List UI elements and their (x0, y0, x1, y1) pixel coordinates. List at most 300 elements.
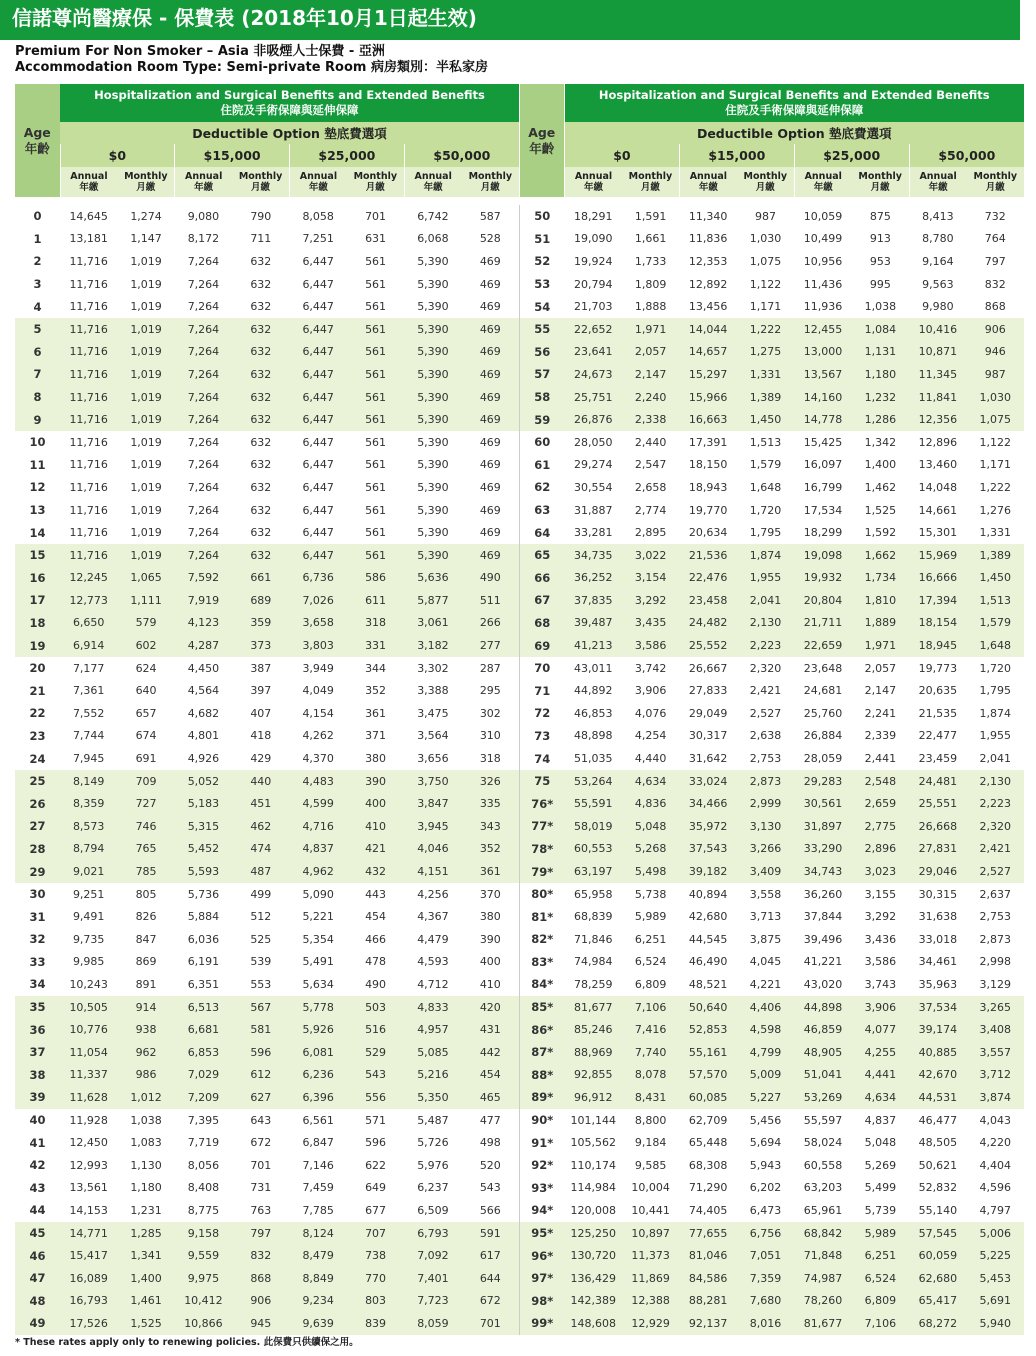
annual-premium-cell: 12,896 (909, 431, 966, 454)
row-age: 22 (15, 702, 60, 725)
annual-premium-cell: 6,351 (175, 973, 232, 996)
row-age: 96* (520, 1244, 565, 1267)
annual-premium-cell: 8,573 (60, 815, 117, 838)
table-row (520, 1290, 1025, 1313)
table-row (520, 657, 1025, 680)
monthly-premium-cell: 318 (462, 747, 519, 770)
monthly-premium-cell: 2,057 (622, 341, 679, 364)
annual-premium-cell: 10,871 (909, 341, 966, 364)
annual-premium-cell: 11,337 (60, 1064, 117, 1087)
monthly-premium-cell: 1,733 (622, 250, 679, 273)
annual-premium-cell: 5,390 (404, 295, 461, 318)
monthly-premium-cell: 632 (232, 250, 289, 273)
monthly-premium-cell: 790 (232, 205, 289, 228)
monthly-premium-cell: 431 (462, 1018, 519, 1041)
annual-premium-cell: 24,481 (909, 770, 966, 793)
monthly-premium-cell: 4,077 (852, 1018, 909, 1041)
monthly-premium-cell: 4,797 (967, 1199, 1024, 1222)
table-row (520, 408, 1025, 431)
monthly-premium-cell: 525 (232, 928, 289, 951)
table-row (15, 612, 519, 635)
annual-premium-cell: 7,552 (60, 702, 117, 725)
table-row (520, 567, 1025, 590)
table-row (520, 318, 1025, 341)
annual-premium-cell: 114,984 (565, 1177, 622, 1200)
annual-premium-cell: 35,972 (679, 815, 736, 838)
monthly-premium-cell: 3,557 (967, 1041, 1024, 1064)
monthly-premium-cell: 1,012 (117, 1086, 174, 1109)
row-age: 97* (520, 1267, 565, 1290)
monthly-premium-cell: 2,638 (737, 725, 794, 748)
monthly-premium-cell: 359 (232, 612, 289, 635)
monthly-premium-cell: 1,019 (117, 273, 174, 296)
monthly-premium-cell: 1,450 (737, 408, 794, 431)
monthly-premium-cell: 8,016 (737, 1312, 794, 1335)
annual-premium-cell: 41,213 (565, 634, 622, 657)
age-label-zh: 年齡 (24, 140, 50, 156)
monthly-premium-cell: 1,592 (852, 521, 909, 544)
row-age: 90* (520, 1109, 565, 1132)
monthly-premium-cell: 474 (232, 838, 289, 861)
monthly-premium-cell: 707 (347, 1222, 404, 1245)
annual-premium-cell: 25,760 (794, 702, 851, 725)
monthly-premium-cell: 2,775 (852, 815, 909, 838)
monthly-premium-cell: 1,389 (967, 544, 1024, 567)
annual-premium-cell: 4,154 (290, 702, 347, 725)
monthly-premium-cell: 2,547 (622, 454, 679, 477)
row-age: 77* (520, 815, 565, 838)
row-age: 45 (15, 1222, 60, 1245)
table-row (15, 679, 519, 702)
monthly-premium-cell: 8,800 (622, 1109, 679, 1132)
annual-premium-cell: 60,553 (565, 838, 622, 861)
annual-premium-cell: 14,661 (909, 499, 966, 522)
annual-premium-cell: 46,853 (565, 702, 622, 725)
annual-premium-cell: 5,976 (404, 1154, 461, 1177)
monthly-premium-cell: 587 (462, 205, 519, 228)
table-row (520, 702, 1025, 725)
monthly-premium-cell: 632 (232, 454, 289, 477)
monthly-premium-cell: 490 (347, 973, 404, 996)
annual-premium-cell: 8,124 (290, 1222, 347, 1245)
table-row (520, 838, 1025, 861)
monthly-premium-cell: 371 (347, 725, 404, 748)
monthly-premium-cell: 561 (347, 250, 404, 273)
annual-premium-cell: 6,068 (404, 228, 461, 251)
row-age: 21 (15, 679, 60, 702)
annual-premium-cell: 7,264 (175, 318, 232, 341)
annual-premium-cell: 58,019 (565, 815, 622, 838)
annual-premium-cell: 13,460 (909, 454, 966, 477)
table-row (15, 770, 519, 793)
annual-premium-cell: 25,552 (679, 634, 736, 657)
monthly-premium-cell: 3,292 (622, 589, 679, 612)
monthly-premium-cell: 1,579 (967, 612, 1024, 635)
monthly-premium-cell: 631 (347, 228, 404, 251)
annual-premium-cell: 11,716 (60, 521, 117, 544)
annual-premium-cell: 8,794 (60, 838, 117, 861)
monthly-premium-cell: 9,184 (622, 1131, 679, 1154)
table-row (520, 454, 1025, 477)
annual-premium-cell: 7,146 (290, 1154, 347, 1177)
monthly-premium-cell: 1,579 (737, 454, 794, 477)
annual-premium-cell: 7,026 (290, 589, 347, 612)
table-row (520, 747, 1025, 770)
monthly-premium-cell: 581 (232, 1018, 289, 1041)
annual-premium-cell: 11,836 (679, 228, 736, 251)
monthly-premium-cell: 12,929 (622, 1312, 679, 1335)
monthly-premium-cell: 1,030 (967, 386, 1024, 409)
table-row (520, 544, 1025, 567)
monthly-premium-cell: 1,450 (967, 567, 1024, 590)
annual-premium-cell: 7,092 (404, 1244, 461, 1267)
row-age: 70 (520, 657, 565, 680)
monthly-premium-cell: 566 (462, 1199, 519, 1222)
row-age: 68 (520, 612, 565, 635)
table-row (520, 431, 1025, 454)
row-age: 83* (520, 951, 565, 974)
monthly-premium-cell: 1,342 (852, 431, 909, 454)
annual-premium-cell: 16,799 (794, 476, 851, 499)
monthly-premium-cell: 5,739 (852, 1199, 909, 1222)
table-row (520, 973, 1025, 996)
monthly-premium-cell: 10,004 (622, 1177, 679, 1200)
annual-premium-cell: 4,833 (404, 996, 461, 1019)
table-row (520, 476, 1025, 499)
monthly-premium-cell: 1,030 (737, 228, 794, 251)
monthly-label-zh: 月繳 (870, 182, 890, 193)
annual-premium-cell: 13,181 (60, 228, 117, 251)
annual-premium-cell: 74,984 (565, 951, 622, 974)
monthly-premium-cell: 1,400 (117, 1267, 174, 1290)
table-row (15, 1154, 519, 1177)
row-age: 17 (15, 589, 60, 612)
monthly-premium-cell: 410 (347, 815, 404, 838)
table-row (15, 634, 519, 657)
annual-premium-cell: 6,914 (60, 634, 117, 657)
deductible-option-2: $25,000 (794, 144, 909, 167)
monthly-premium-cell: 6,809 (622, 973, 679, 996)
row-age: 79* (520, 860, 565, 883)
monthly-premium-cell: 310 (462, 725, 519, 748)
annual-premium-cell: 6,447 (290, 454, 347, 477)
monthly-premium-cell: 1,147 (117, 228, 174, 251)
monthly-premium-cell: 432 (347, 860, 404, 883)
annual-premium-cell: 5,090 (290, 883, 347, 906)
annual-premium-cell: 5,877 (404, 589, 461, 612)
table-row (520, 905, 1025, 928)
monthly-label-en: Monthly (858, 171, 902, 182)
annual-premium-cell: 17,526 (60, 1312, 117, 1335)
monthly-premium-cell: 561 (347, 273, 404, 296)
monthly-premium-cell: 561 (347, 408, 404, 431)
table-row (520, 228, 1025, 251)
row-age: 23 (15, 725, 60, 748)
annual-premium-cell: 6,396 (290, 1086, 347, 1109)
monthly-premium-cell: 1,111 (117, 589, 174, 612)
monthly-premium-cell: 875 (852, 205, 909, 228)
table-row (15, 1018, 519, 1041)
monthly-premium-cell: 2,440 (622, 431, 679, 454)
annual-premium-cell: 19,924 (565, 250, 622, 273)
annual-premium-cell: 13,456 (679, 295, 736, 318)
deductible-option-3: $50,000 (909, 144, 1024, 167)
annual-premium-cell: 4,479 (404, 928, 461, 951)
monthly-premium-cell: 1,065 (117, 567, 174, 590)
monthly-premium-cell: 1,971 (852, 634, 909, 657)
table-row (520, 341, 1025, 364)
row-age: 11 (15, 454, 60, 477)
monthly-premium-cell: 487 (232, 860, 289, 883)
monthly-premium-cell: 567 (232, 996, 289, 1019)
annual-premium-cell: 65,958 (565, 883, 622, 906)
annual-premium-cell: 4,712 (404, 973, 461, 996)
monthly-header (462, 167, 519, 197)
monthly-premium-cell: 520 (462, 1154, 519, 1177)
annual-premium-cell: 7,264 (175, 250, 232, 273)
annual-premium-cell: 88,281 (679, 1290, 736, 1313)
annual-premium-cell: 6,513 (175, 996, 232, 1019)
annual-premium-cell: 14,778 (794, 408, 851, 431)
age-header (15, 84, 60, 197)
monthly-premium-cell: 390 (462, 928, 519, 951)
annual-premium-cell: 13,561 (60, 1177, 117, 1200)
monthly-premium-cell: 672 (462, 1290, 519, 1313)
monthly-premium-cell: 2,147 (852, 679, 909, 702)
annual-premium-cell: 6,509 (404, 1199, 461, 1222)
row-age: 75 (520, 770, 565, 793)
monthly-premium-cell: 1,525 (117, 1312, 174, 1335)
row-age: 18 (15, 612, 60, 635)
annual-premium-cell: 6,847 (290, 1131, 347, 1154)
subtitle-room-type: Accommodation Room Type: Semi-private Room 病房類別：半私家房 (15, 60, 488, 75)
table-row (520, 1267, 1025, 1290)
monthly-premium-cell: 3,155 (852, 883, 909, 906)
monthly-premium-cell: 7,106 (622, 996, 679, 1019)
annual-premium-cell: 12,353 (679, 250, 736, 273)
monthly-premium-cell: 763 (232, 1199, 289, 1222)
annual-premium-cell: 11,436 (794, 273, 851, 296)
table-row (15, 476, 519, 499)
monthly-premium-cell: 1,019 (117, 521, 174, 544)
row-age: 86* (520, 1018, 565, 1041)
monthly-premium-cell: 5,048 (622, 815, 679, 838)
annual-premium-cell: 14,645 (60, 205, 117, 228)
annual-premium-cell: 11,716 (60, 250, 117, 273)
annual-premium-cell: 4,564 (175, 679, 232, 702)
monthly-premium-cell: 1,019 (117, 295, 174, 318)
annual-premium-cell: 84,586 (679, 1267, 736, 1290)
annual-premium-cell: 46,490 (679, 951, 736, 974)
annual-premium-cell: 6,853 (175, 1041, 232, 1064)
monthly-premium-cell: 397 (232, 679, 289, 702)
monthly-premium-cell: 839 (347, 1312, 404, 1335)
monthly-premium-cell: 803 (347, 1290, 404, 1313)
annual-premium-cell: 5,726 (404, 1131, 461, 1154)
annual-premium-cell: 48,898 (565, 725, 622, 748)
monthly-label-en: Monthly (973, 171, 1018, 182)
monthly-premium-cell: 1,513 (967, 589, 1024, 612)
annual-premium-cell: 5,390 (404, 318, 461, 341)
annual-premium-cell: 74,987 (794, 1267, 851, 1290)
table-row (15, 702, 519, 725)
monthly-premium-cell: 797 (232, 1222, 289, 1245)
annual-premium-cell: 7,264 (175, 408, 232, 431)
table-row (520, 250, 1025, 273)
annual-premium-cell: 5,216 (404, 1064, 461, 1087)
annual-premium-cell: 16,089 (60, 1267, 117, 1290)
annual-premium-cell: 6,237 (404, 1177, 461, 1200)
table-row (15, 499, 519, 522)
monthly-premium-cell: 1,232 (852, 386, 909, 409)
annual-premium-cell: 71,846 (565, 928, 622, 951)
monthly-premium-cell: 1,131 (852, 341, 909, 364)
monthly-premium-cell: 7,051 (737, 1244, 794, 1267)
monthly-premium-cell: 2,873 (737, 770, 794, 793)
monthly-premium-cell: 987 (737, 205, 794, 228)
annual-premium-cell: 11,716 (60, 295, 117, 318)
monthly-premium-cell: 5,498 (622, 860, 679, 883)
table-row (15, 1086, 519, 1109)
monthly-premium-cell: 2,659 (852, 792, 909, 815)
annual-premium-cell: 11,340 (679, 205, 736, 228)
deductible-option-2: $25,000 (290, 144, 405, 167)
monthly-premium-cell: 1,955 (737, 567, 794, 590)
annual-premium-cell: 4,450 (175, 657, 232, 680)
age-header (520, 84, 565, 197)
deductible-option-1: $15,000 (175, 144, 290, 167)
annual-premium-cell: 81,677 (794, 1312, 851, 1335)
table-row (15, 228, 519, 251)
annual-premium-cell: 11,054 (60, 1041, 117, 1064)
row-age: 27 (15, 815, 60, 838)
monthly-premium-cell: 1,222 (967, 476, 1024, 499)
monthly-premium-cell: 3,586 (622, 634, 679, 657)
annual-premium-cell: 13,567 (794, 363, 851, 386)
annual-premium-cell: 92,855 (565, 1064, 622, 1087)
annual-premium-cell: 43,011 (565, 657, 622, 680)
monthly-premium-cell: 6,756 (737, 1222, 794, 1245)
annual-premium-cell: 36,260 (794, 883, 851, 906)
deductible-option-3: $50,000 (404, 144, 519, 167)
annual-label-en: Annual (414, 171, 452, 182)
monthly-premium-cell: 335 (462, 792, 519, 815)
monthly-premium-cell: 914 (117, 996, 174, 1019)
annual-premium-cell: 5,390 (404, 544, 461, 567)
monthly-label-zh: 月繳 (755, 182, 775, 193)
monthly-premium-cell: 731 (232, 1177, 289, 1200)
monthly-premium-cell: 3,129 (967, 973, 1024, 996)
table-row (15, 1131, 519, 1154)
row-age: 56 (520, 341, 565, 364)
monthly-premium-cell: 805 (117, 883, 174, 906)
monthly-premium-cell: 632 (232, 544, 289, 567)
row-age: 13 (15, 499, 60, 522)
annual-premium-cell: 21,703 (565, 295, 622, 318)
monthly-premium-cell: 512 (232, 905, 289, 928)
annual-premium-cell: 19,773 (909, 657, 966, 680)
annual-premium-cell: 57,545 (909, 1222, 966, 1245)
annual-premium-cell: 6,191 (175, 951, 232, 974)
footnote: * These rates apply only to renewing policies. 此保費只供續保之用。 (15, 1337, 359, 1348)
monthly-premium-cell: 1,331 (967, 521, 1024, 544)
monthly-label-zh: 月繳 (480, 182, 500, 193)
annual-premium-cell: 5,354 (290, 928, 347, 951)
annual-premium-cell: 4,256 (404, 883, 461, 906)
annual-premium-cell: 10,416 (909, 318, 966, 341)
annual-premium-cell: 37,835 (565, 589, 622, 612)
annual-premium-cell: 9,080 (175, 205, 232, 228)
table-row (15, 1222, 519, 1245)
monthly-premium-cell: 302 (462, 702, 519, 725)
monthly-premium-cell: 701 (462, 1312, 519, 1335)
monthly-premium-cell: 5,225 (967, 1244, 1024, 1267)
monthly-label-en: Monthly (124, 171, 168, 182)
annual-premium-cell: 8,849 (290, 1267, 347, 1290)
monthly-premium-cell: 443 (347, 883, 404, 906)
annual-premium-cell: 5,452 (175, 838, 232, 861)
annual-premium-cell: 21,711 (794, 612, 851, 635)
monthly-premium-cell: 3,712 (967, 1064, 1024, 1087)
table-row (15, 431, 519, 454)
monthly-premium-cell: 5,691 (967, 1290, 1024, 1313)
annual-premium-cell: 11,716 (60, 386, 117, 409)
monthly-premium-cell: 3,154 (622, 567, 679, 590)
table-row (520, 883, 1025, 906)
row-age: 29 (15, 860, 60, 883)
monthly-premium-cell: 1,400 (852, 454, 909, 477)
monthly-premium-cell: 622 (347, 1154, 404, 1177)
annual-premium-cell: 5,390 (404, 499, 461, 522)
monthly-premium-cell: 571 (347, 1109, 404, 1132)
annual-premium-cell: 16,793 (60, 1290, 117, 1313)
annual-premium-cell: 12,450 (60, 1131, 117, 1154)
monthly-premium-cell: 6,202 (737, 1177, 794, 1200)
monthly-premium-cell: 8,431 (622, 1086, 679, 1109)
annual-premium-cell: 7,251 (290, 228, 347, 251)
monthly-premium-cell: 561 (347, 386, 404, 409)
monthly-premium-cell: 1,720 (737, 499, 794, 522)
annual-premium-cell: 7,723 (404, 1290, 461, 1313)
table-row (15, 1199, 519, 1222)
annual-premium-cell: 5,052 (175, 770, 232, 793)
table-row (520, 1109, 1025, 1132)
row-age: 40 (15, 1109, 60, 1132)
monthly-premium-cell: 657 (117, 702, 174, 725)
annual-premium-cell: 15,301 (909, 521, 966, 544)
monthly-premium-cell: 5,499 (852, 1177, 909, 1200)
annual-premium-cell: 9,251 (60, 883, 117, 906)
monthly-premium-cell: 5,227 (737, 1086, 794, 1109)
monthly-premium-cell: 469 (462, 544, 519, 567)
annual-header (565, 167, 622, 197)
monthly-premium-cell: 3,408 (967, 1018, 1024, 1041)
annual-premium-cell: 5,390 (404, 476, 461, 499)
annual-premium-cell: 53,264 (565, 770, 622, 793)
annual-premium-cell: 7,209 (175, 1086, 232, 1109)
monthly-premium-cell: 561 (347, 363, 404, 386)
annual-premium-cell: 50,621 (909, 1154, 966, 1177)
annual-header (909, 167, 966, 197)
monthly-premium-cell: 1,130 (117, 1154, 174, 1177)
row-age: 55 (520, 318, 565, 341)
monthly-premium-cell: 1,971 (622, 318, 679, 341)
page-title: 信諾尊尚醫療保 - 保費表 (2018年10月1日起生效) (0, 0, 1020, 40)
annual-premium-cell: 17,391 (679, 431, 736, 454)
annual-premium-cell: 27,833 (679, 679, 736, 702)
monthly-premium-cell: 344 (347, 657, 404, 680)
monthly-premium-cell: 1,019 (117, 250, 174, 273)
